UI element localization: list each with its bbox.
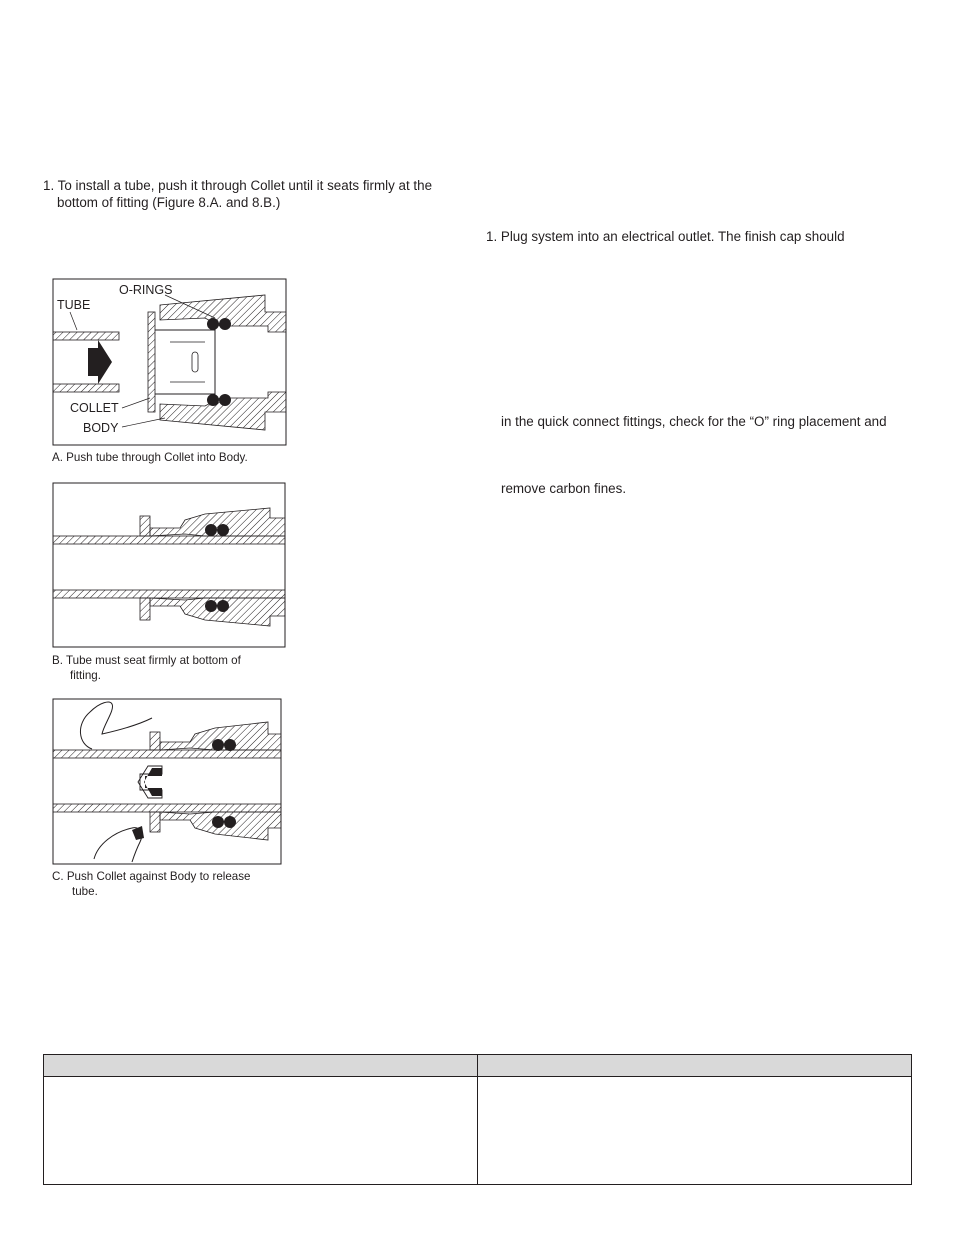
troubleshooting-table <box>43 1054 912 1185</box>
figure-b-caption-line1: B. Tube must seat firmly at bottom of <box>52 654 241 667</box>
startup-step-1: 1. Plug system into an electrical outlet. The finish cap should <box>486 229 845 244</box>
body-label: BODY <box>83 421 119 435</box>
figure-a-caption: A. Push tube through Collet into Body. <box>52 451 248 464</box>
install-step-line1: 1. To install a tube, push it through Collet until it seats firmly at the <box>43 178 433 193</box>
table-column-divider <box>477 1055 478 1184</box>
tube-label: TUBE <box>57 298 91 312</box>
figure-b-caption-line2: fitting. <box>70 669 101 682</box>
figure-c-diagram <box>40 694 300 869</box>
o-rings-label: O-RINGS <box>119 283 173 297</box>
carbon-fines-text: remove carbon fines. <box>501 481 627 496</box>
figure-c-caption-line1: C. Push Collet against Body to release <box>52 870 251 883</box>
oring-check-text: in the quick connect fittings, check for the “O” ring placement and <box>501 414 887 429</box>
figure-c-caption-line2: tube. <box>72 885 98 898</box>
collet-label: COLLET <box>70 401 119 415</box>
figure-b-diagram <box>40 478 300 653</box>
install-step-line2: bottom of fitting (Figure 8.A. and 8.B.) <box>57 195 281 210</box>
